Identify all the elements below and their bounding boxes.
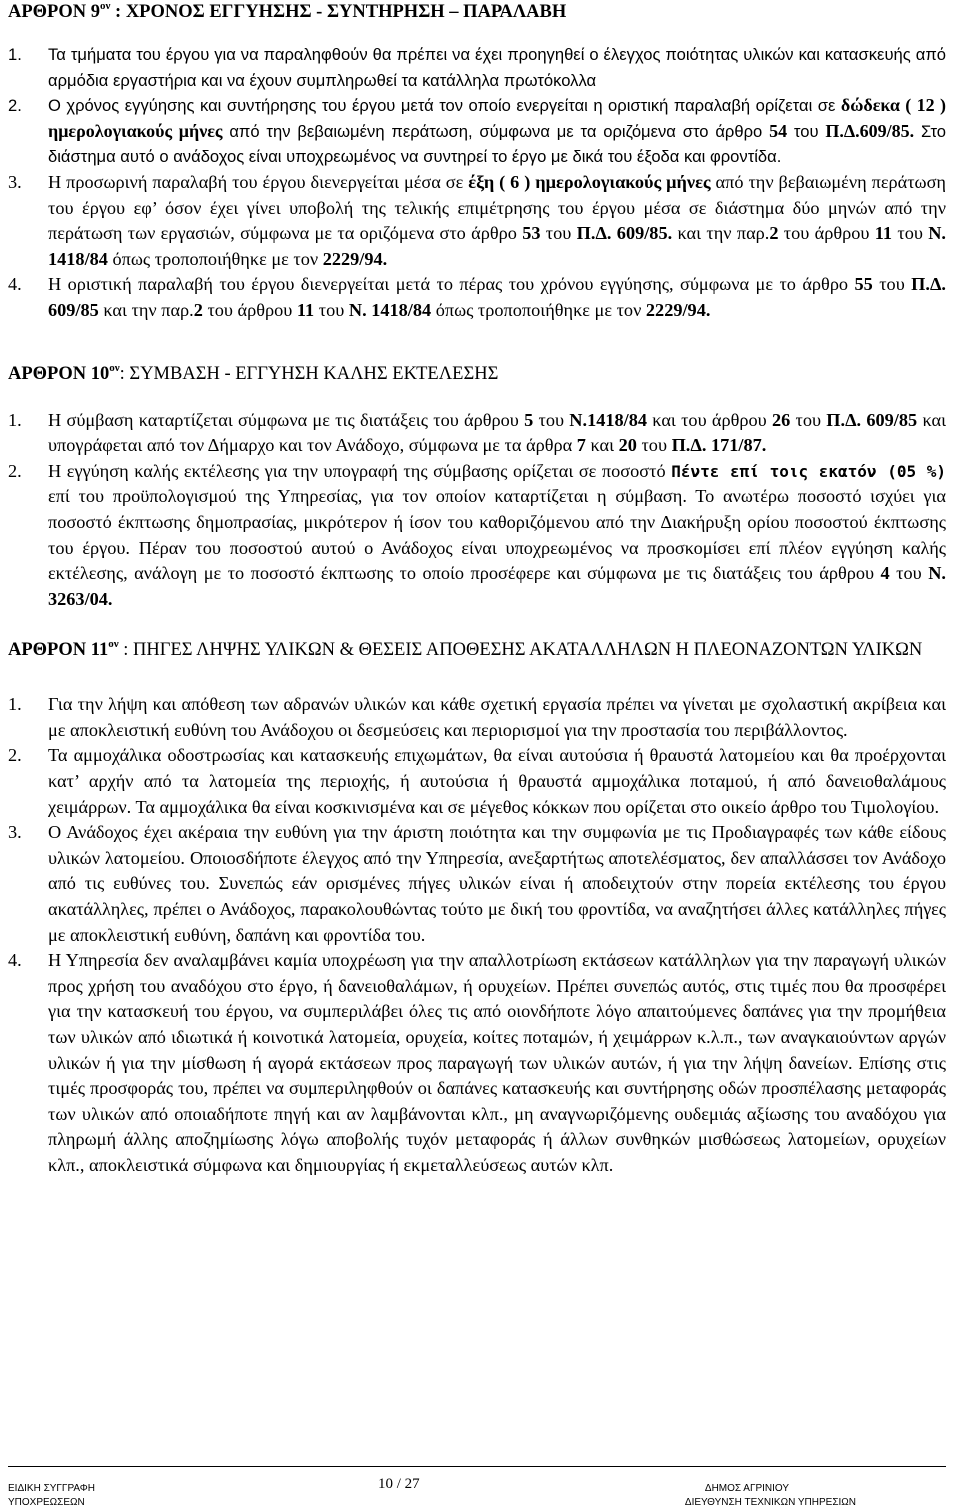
item-number: 2. [8, 96, 22, 116]
item-text: Τα τμήματα του έργου για να παραληφθούν θα πρέπει να έχει προηγηθεί ο έλεγχος ποιότητας υλικών και κατασκευής από αρμόδια εργαστήρια και να έχουν συμπληρωθεί τα κατάλληλα πρωτόκολλα [48, 45, 946, 90]
article-11-title-text: : ΠΗΓΕΣ ΛΗΨΗΣ ΥΛΙΚΩΝ & ΘΕΣΕΙΣ ΑΠΟΘΕΣΗΣ ΑΚΑΤΑΛΛΗΛΩΝ Η ΠΛΕΟΝΑΖΟΝΤΩΝ ΥΛΙΚΩΝ [118, 640, 923, 661]
item-text: Η σύμβαση καταρτίζεται σύμφωνα με τις διατάξεις του άρθρου 5 του Ν.1418/84 και του άρθρου 26 του Π.Δ. 609/85 και υπογράφεται από τον Δήμαρχο και τον Ανάδοχο, σύμφωνα με τα άρθρα 7 και 20 του Π.Δ. 171/87. [48, 409, 946, 456]
article-9-item-2 [8, 93, 946, 170]
article-11-title-prefix: ΑΡΘΡΟΝ 11 [8, 640, 109, 661]
article-10-heading [8, 362, 946, 386]
item-number: 1. [8, 45, 22, 64]
item-text: Η οριστική παραλαβή του έργου διενεργείται μετά το πέρας του χρόνου εγγύησης, σύμφωνα με το άρθρο 55 του Π.Δ. 609/85 και την παρ.2 του άρθρου 11 του Ν. 1418/84 όπως τροποποιήθηκε με τον 2229/94. [48, 274, 946, 320]
page-footer [8, 1466, 946, 1508]
item-number: 3. [8, 822, 22, 843]
article-10-list [8, 408, 946, 613]
footer-right-line-2: ΔΙΕΥΘΥΝΣΗ ΤΕΧΝΙΚΩΝ ΥΠΗΡΕΣΙΩΝ [684, 1497, 856, 1508]
article-11-item-1 [8, 692, 946, 743]
article-9-title-prefix: ΑΡΘΡΟΝ 9 [8, 2, 100, 22]
article-11-heading [8, 638, 946, 662]
article-10-item-1 [8, 408, 946, 459]
article-9-title-sup: ον [99, 0, 111, 12]
item-number: 4. [8, 950, 22, 971]
article-11-title-sup: ον [108, 638, 119, 651]
item-text: Η εγγύηση καλής εκτέλεσης για την υπογραφή της σύμβασης ορίζεται σε ποσοστό Πέντε επί τοις εκατόν (05 %) επί του προϋπολογισμού της Υπηρεσίας, για τον οποίον καταρτίζεται η σύμβαση. Το ανωτέρω ποσοστό ισχύει για ποσοστό έκπτωσης δημοπρασίας, μικρότερον ή ίσον του καθοριζόμενου από την Διακήρυξη ορίου ποσοστού έκπτωσης του έργου. Πέραν του ποσοστού αυτού ο Ανάδοχος είναι υποχρεωμένος να προσκομίσει επί πλέον εγγύηση καλής εκτέλεσης, ανάλογη με το ποσοστό έκπτωσης το οποίο προσέφερε και σύμφωνα με τις διατάξεις του άρθρου 4 του Ν. 3263/04. [48, 460, 947, 609]
article-11-item-3 [8, 820, 946, 948]
item-number: 4. [8, 274, 22, 295]
item-text: Ο Ανάδοχος έχει ακέραια την ευθύνη για την άριστη ποιότητα και την συμφωνία με τις Προδιαγραφές των κάθε είδους υλικών λατομείου. Οποιοσδήποτε έλεγχος από την Υπηρεσία, ανεξαρτήτως αποτελέσματος, δεν απαλλάσσει τον Ανάδοχο από τις ευθύνες του. Συνεπώς εάν ορισμένες πήγες υλικών είναι ή αποδειχτούν στην πορεία εκτέλεσης του έργου ακατάλληλες, πρέπει ο Ανάδοχος, παρακολουθώντας τούτο με δική του φροντίδα, να αναζητήσει άλλες κατάλληλες πήγες με αποκλειστική ευθύνη, δαπάνη και φροντίδα του. [48, 822, 946, 945]
article-10-item-2 [8, 459, 946, 613]
item-text: Ο χρόνος εγγύησης και συντήρησης του έργου μετά τον οποίο ενεργείται η οριστική παραλαβή ορίζεται σε δώδεκα ( 12 ) ημερολογιακούς μήνες από την βεβαιωμένη περάτωση, σύμφωνα με τα οριζόμενα στο άρθρο 54 του Π.Δ.609/85. Στο διάστημα αυτό ο ανάδοχος είναι υποχρεωμένος να συντηρεί το έργο με δικά του έξοδα και φροντίδα. [48, 95, 947, 167]
item-number: 3. [8, 171, 22, 192]
item-number: 1. [8, 694, 22, 715]
article-9-item-1 [8, 42, 946, 93]
article-9-item-3 [8, 170, 946, 272]
article-9-item-4 [8, 272, 946, 323]
article-11-item-2 [8, 743, 946, 820]
item-text: Για την λήψη και απόθεση των αδρανών υλικών και κάθε σχετική εργασία πρέπει να γίνεται με σχολαστική ακρίβεια και με αποκλειστική ευθύνη του Ανάδοχου οι δεσμεύσεις και περιορισμοί για την προστασία του περιβάλλοντος. [48, 694, 946, 740]
article-10-title-prefix: ΑΡΘΡΟΝ 10 [8, 363, 110, 384]
item-number: 2. [8, 460, 22, 481]
article-10-title-sup: ον [109, 361, 120, 374]
article-10-title-text: : ΣΥΜΒΑΣΗ - ΕΓΓΥΗΣΗ ΚΑΛΗΣ ΕΚΤΕΛΕΣΗΣ [119, 363, 499, 384]
item-number: 2. [8, 745, 22, 766]
article-11-item-4 [8, 948, 946, 1178]
footer-left [8, 1482, 95, 1510]
footer-left-line-1: ΕΙΔΙΚΗ ΣΥΓΓΡΑΦΗ [8, 1483, 95, 1494]
footer-left-line-2: ΥΠΟΧΡΕΩΣΕΩΝ [8, 1497, 85, 1508]
article-9-title-text: : ΧΡΟΝΟΣ ΕΓΓΥΗΣΗΣ - ΣΥΝΤΗΡΗΣΗ – ΠΑΡΑΛΑΒΗ [110, 2, 567, 22]
footer-rule [8, 1466, 946, 1467]
footer-right [685, 1482, 856, 1510]
article-9-heading [8, 0, 946, 24]
page-number: 10 / 27 [378, 1476, 420, 1492]
item-text: Τα αμμοχάλικα οδοστρωσίας και κατασκευής επιχωμάτων, θα είναι αυτούσια ή θραυστά λατομείου και θα προέρχονται κατ’ αρχήν από τα λατομεία της περιοχής, ή αυτούσια ή θραυστά αμμοχάλικα ποταμού, ή από δανειοθαλάμους χειμάρρων. Τα αμμοχάλικα θα είναι κοσκινισμένα και σε μέγεθος κόκκων που ορίζεται στο οικείο άρθρο του Τιμολογίου. [48, 745, 946, 817]
footer-right-line-1: ΔΗΜΟΣ ΑΓΡΙΝΙΟΥ [704, 1483, 790, 1494]
item-text: Η προσωρινή παραλαβή του έργου διενεργείται μέσα σε έξη ( 6 ) ημερολογιακούς μήνες από την βεβαιωμένη περάτωση του έργου εφ’ όσον έχει γίνει υποβολή της τελικής επιμέτρησης του έργου μέσα σε διάστημα δύο μηνών από την περάτωση των εργασιών, σύμφωνα με τα οριζόμενα στο άρθρο 53 του Π.Δ. 609/85. και την παρ.2 του άρθρου 11 του Ν. 1418/84 όπως τροποποιήθηκε με τον 2229/94. [48, 171, 947, 269]
item-number: 1. [8, 409, 22, 430]
article-9-list [8, 42, 946, 324]
item-text: Η Υπηρεσία δεν αναλαμβάνει καμία υποχρέωση για την απαλλοτρίωση εκτάσεων κατάλληλων για την παραγωγή υλικών προς χρήση του αναδόχου στο έργο, ή δανειοθαλάμων, ή ορυχείων. Πρέπει συνεπώς αυτός, στις τιμές που θα προσφέρει για την κατασκευή του έργου, να συμπεριλάβει όλες τις από οιονδήποτε λόγο απαιτούμενες δαπάνες για την προμήθεια των υλικών από ιδιωτικά ή κοινοτικά λατομεία, ορυχεία, κοίτες ποταμών, ή χειμάρρων κ.λ.π., των αναγκαιούντων αργών υλικών ή για την μίσθωση ή αγορά εκτάσεων προς παραγωγή των υλικών αυτών, ή για την λήψη δανείων. Επίσης στις τιμές προσφοράς του, πρέπει να συμπεριληφθούν οι δαπάνες κατασκευής και συντήρησης οδών προσπέλασης μεταφοράς των υλικών από οποιαδήποτε πηγή και αν λαμβάνονται κλπ., μη αναγνωριζόμενης ουδεμιάς αξίωσης του αναδόχου για πληρωμή άλλης αποζημίωσης λόγω αποβολής τυχόν μεταφοράς ή άλλων συνθηκών μισθώσεως λατομείων, ορυχείων κλπ., αποκλειστικά σύμφωνα και δημιουργίας ή εκμεταλλεύσεως αυτών κλπ. [48, 950, 946, 1175]
article-11-list [8, 692, 946, 1178]
